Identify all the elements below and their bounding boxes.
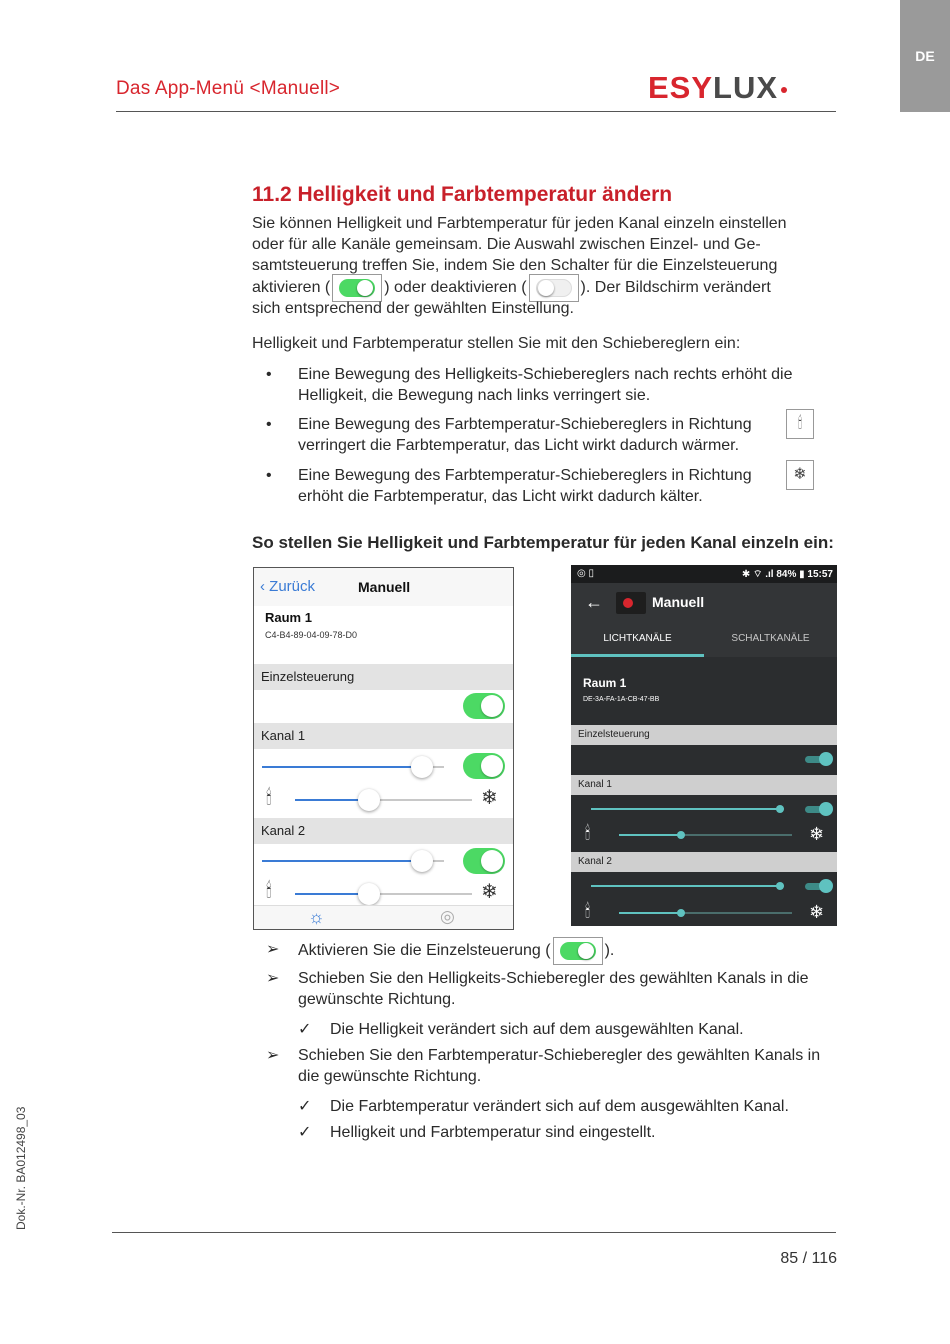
bullet-marker: • (266, 416, 272, 433)
document-number: Dok.-Nr. BA012498_03 (14, 1106, 28, 1230)
android-channel-2-colortemp-slider[interactable] (619, 912, 792, 914)
android-status-bar (571, 565, 837, 583)
snowflake-icon: ❄ (481, 787, 498, 809)
ios-channel-1-colortemp-slider[interactable] (295, 799, 472, 801)
android-channel-2-toggle[interactable] (805, 880, 831, 892)
ios-back-button[interactable]: ‹ Zurück (260, 578, 316, 595)
candle-icon: 🕯 (585, 823, 591, 843)
toggle-on-icon (553, 937, 603, 965)
ios-nav-bar (254, 568, 513, 606)
step-text: Schieben Sie den Helligkeits-Schieberegler des gewählten Kanals in die gewünschte Richtung. (298, 970, 809, 1008)
snowflake-icon: ❄ (786, 460, 814, 490)
subheading: So stellen Sie Helligkeit und Farbtemperatur für jeden Kanal einzeln ein: (252, 533, 834, 552)
step-item (266, 968, 836, 1012)
ios-single-control-toggle[interactable] (463, 693, 505, 719)
bullet-text: Eine Bewegung des Farbtemperatur-Schiebereglers in Richtung verringert die Farbtemperatur, das Licht wirkt dadurch wärmer. (298, 416, 752, 454)
ios-channel-1-label: Kanal 1 (261, 728, 306, 743)
section-title: Das App-Menü <Manuell> (116, 78, 341, 99)
android-room-name: Raum 1 (583, 676, 627, 690)
ios-channel-2-colortemp-slider[interactable] (295, 893, 472, 895)
intro-line-5: sich entsprechend der gewählten Einstellung. (252, 300, 574, 317)
bullet-item (266, 465, 826, 509)
ios-channel-2-toggle[interactable] (463, 848, 505, 874)
bullet-text: Eine Bewegung des Farbtemperatur-Schiebereglers in Richtung erhöht die Farbtemperatur, das Licht wirkt dadurch kälter. (298, 467, 752, 505)
result-text: Helligkeit und Farbtemperatur sind eingestellt. (330, 1124, 656, 1141)
ios-section-channel-1 (254, 723, 513, 749)
ios-room-name: Raum 1 (265, 610, 312, 625)
language-label: DE (915, 48, 935, 64)
snowflake-icon: ❄ (481, 881, 498, 903)
candle-icon: 🕯 (585, 901, 591, 921)
result-item (298, 1122, 838, 1144)
ios-screenshot (253, 567, 514, 930)
result-item (298, 1096, 838, 1118)
intro-line-3: samtsteuerung treffen Sie, indem Sie den Schalter für die Einzelsteuerung (252, 257, 778, 274)
switch-tab-icon[interactable]: ◎ (440, 907, 455, 926)
snowflake-icon: ❄ (809, 902, 825, 922)
ios-single-control-label: Einzelsteuerung (261, 669, 355, 684)
bullet-item (266, 414, 826, 458)
esylux-app-icon (616, 592, 646, 614)
ios-channel-1-brightness-slider[interactable] (262, 766, 444, 768)
android-screenshot (571, 565, 837, 926)
step-arrow-marker: ➢ (266, 1047, 280, 1064)
candle-icon: 🕯 (266, 880, 272, 902)
bullet-text: Eine Bewegung des Helligkeits-Schiebereglers nach rechts erhöht die Helligkeit, die Bewegung nach links verringert sie. (298, 366, 793, 404)
android-channel-1-brightness-slider[interactable] (591, 808, 784, 810)
android-channel-2-label: Kanal 2 (578, 856, 612, 867)
result-text: Die Farbtemperatur verändert sich auf dem ausgewählten Kanal. (330, 1098, 789, 1115)
bullet-marker: • (266, 467, 272, 484)
intro-line-1: Sie können Helligkeit und Farbtemperatur für jeden Kanal einzeln einstellen (252, 215, 787, 232)
android-channel-1-colortemp-slider[interactable] (619, 834, 792, 836)
logo-dot (781, 87, 787, 93)
check-marker: ✓ (298, 1124, 312, 1141)
step-item (266, 937, 836, 963)
status-left-icons: ◎ ▯ (577, 568, 595, 579)
light-tab-icon[interactable]: ☼ (308, 907, 325, 927)
ios-section-single-control (254, 664, 513, 690)
check-marker: ✓ (298, 1098, 312, 1115)
ios-room-id: C4-B4-89-04-09-78-D0 (265, 630, 358, 640)
active-tab-indicator (571, 654, 704, 657)
android-single-control-toggle[interactable] (805, 753, 831, 765)
intro-text-deactivate: ) oder deaktivieren ( (384, 279, 527, 297)
tab-light-channels[interactable]: LICHTKANÄLE (603, 633, 672, 644)
esylux-logo (648, 70, 838, 106)
slider-intro: Helligkeit und Farbtemperatur stellen Sie mit den Schiebereglern ein: (252, 335, 741, 352)
ios-title: Manuell (358, 579, 411, 595)
ios-channel-2-label: Kanal 2 (261, 823, 306, 838)
android-channel-2-brightness-slider[interactable] (591, 885, 784, 887)
result-text: Die Helligkeit verändert sich auf dem ausgewählten Kanal. (330, 1021, 744, 1038)
step-text-end: ). (604, 942, 615, 960)
step-arrow-marker: ➢ (266, 941, 280, 958)
bullet-marker: • (266, 366, 272, 383)
step-item (266, 1045, 836, 1089)
tab-switch-channels[interactable]: SCHALTKANÄLE (731, 633, 810, 644)
step-text: Schieben Sie den Farbtemperatur-Schieberegler des gewählten Kanals in die gewünschte Richtung. (298, 1047, 821, 1085)
candle-icon: 🕯 (786, 409, 814, 439)
bullet-item (266, 364, 826, 408)
check-marker: ✓ (298, 1021, 312, 1038)
logo-text-grey: LUX (713, 70, 779, 105)
header-rule (116, 111, 836, 112)
page-number: 85 / 116 (780, 1250, 837, 1267)
heading: 11.2 Helligkeit und Farbtemperatur ändern (252, 183, 673, 206)
ios-section-channel-2 (254, 818, 513, 844)
android-single-control-label: Einzelsteuerung (578, 729, 650, 740)
ios-back-label: Zurück (269, 578, 316, 595)
android-title: Manuell (652, 594, 705, 610)
android-section-channel-2 (571, 852, 837, 872)
ios-channel-1-toggle[interactable] (463, 753, 505, 779)
status-right-info: ✱ ⌔ .ıl 84% ▮ 15:57 (741, 569, 833, 580)
intro-line-2: oder für alle Kanäle gemeinsam. Die Auswahl zwischen Einzel- und Ge- (252, 236, 761, 253)
language-tab (900, 0, 950, 112)
android-section-single-control (571, 725, 837, 745)
snowflake-icon: ❄ (809, 824, 825, 844)
android-section-channel-1 (571, 775, 837, 795)
result-item (298, 1019, 838, 1041)
android-room-id: DE-3A-FA-1A-CB-47-BB (583, 696, 660, 703)
intro-text-screen: ). Der Bildschirm verändert (580, 279, 771, 297)
android-channel-1-label: Kanal 1 (578, 779, 612, 790)
step-arrow-marker: ➢ (266, 970, 280, 987)
android-app-bar (571, 583, 837, 657)
intro-text-activate: aktivieren ( (252, 279, 331, 297)
back-arrow-icon[interactable]: ← (585, 592, 603, 612)
logo-text-red: ESY (648, 70, 714, 105)
candle-icon: 🕯 (266, 787, 272, 809)
ios-tab-bar (254, 905, 513, 930)
footer-rule (112, 1232, 836, 1233)
android-channel-1-toggle[interactable] (805, 803, 831, 815)
step-text: Aktivieren Sie die Einzelsteuerung ( (298, 942, 551, 960)
ios-channel-2-brightness-slider[interactable] (262, 860, 444, 862)
